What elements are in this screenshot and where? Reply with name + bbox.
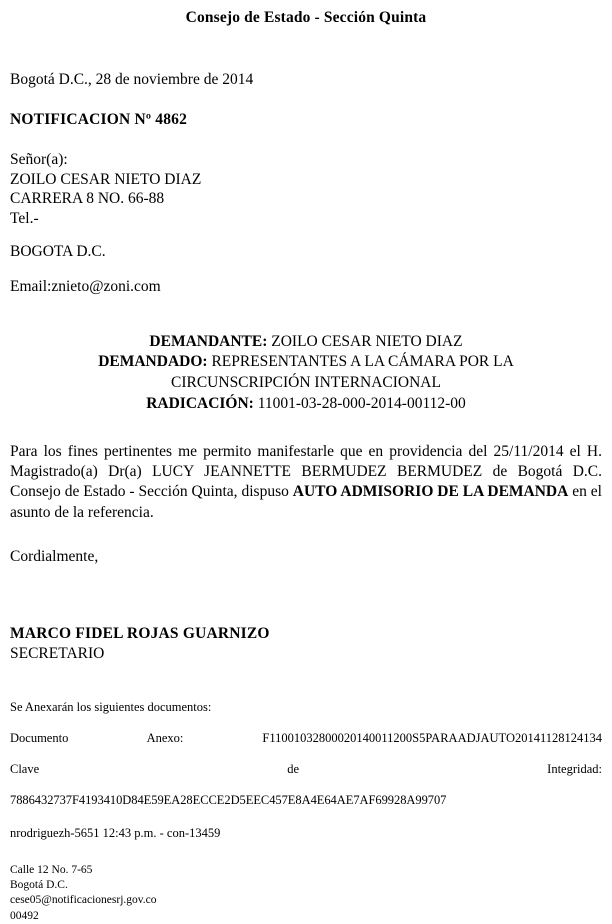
- annex-doc-code: F11001032800020140011200S5PARAADJAUTO20141128124134: [262, 730, 603, 745]
- closing-line: Cordialmente,: [10, 547, 99, 565]
- case-details-block: [10, 296, 602, 414]
- annex-doc-label-part1: Documento: [10, 730, 69, 745]
- integrity-hash: 7886432737F4193410D84E59EA28ECCE2D5EEC457E8A4E64AE7AF69928A99707: [10, 793, 447, 808]
- recipient-city: BOGOTA D.C.: [10, 242, 106, 260]
- integrity-label-part3: Integridad:: [547, 762, 603, 777]
- docket-label: RADICACIÓN:: [146, 394, 254, 412]
- defendant-value-continuation: CIRCUNSCRIPCIÓN INTERNACIONAL: [171, 373, 441, 391]
- docket-value: 11001-03-28-000-2014-00112-00: [257, 394, 466, 412]
- date-line: Bogotá D.C., 28 de noviembre de 2014: [10, 71, 254, 88]
- footer-city: Bogotá D.C.: [10, 879, 68, 892]
- integrity-label-part2: de: [287, 762, 300, 777]
- footer-block: [10, 841, 602, 924]
- integrity-label-row: [10, 762, 602, 793]
- defendant-label: DEMANDADO:: [98, 353, 208, 371]
- annex-document-row: [10, 715, 602, 762]
- salutation: Señor(a):: [10, 151, 68, 168]
- plaintiff-row: [10, 332, 602, 353]
- plaintiff-value: ZOILO CESAR NIETO DIAZ: [271, 332, 463, 350]
- processing-stamp: nrodriguezh-5651 12:43 p.m. - con-13459: [10, 826, 221, 841]
- footer-street: Calle 12 No. 7-65: [10, 864, 93, 877]
- addressee-block: [10, 129, 602, 229]
- body-text-first: Para los fines pertinentes me permito manifestarle que en providencia del 25/11/2014 el H. Magistrado(a) Dr(a) LUCY JEANNETTE BERMUDEZ BERMUDEZ de Bogotá D.C. Consejo de Estado - Sección Quinta, dispuso: [10, 443, 602, 501]
- signer-role: SECRETARIO: [10, 644, 105, 662]
- footer-code: 00492: [10, 909, 39, 922]
- body-text-last: en el asunto de la referencia.: [10, 483, 602, 521]
- recipient-address: CARRERA 8 NO. 66-88: [10, 190, 165, 208]
- defendant-value: REPRESENTANTES A LA CÁMARA POR LA: [211, 353, 514, 371]
- body-emphasis: AUTO ADMISORIO DE LA DEMANDA: [292, 483, 569, 501]
- recipient-name: ZOILO CESAR NIETO DIAZ: [10, 170, 202, 188]
- footer-email: cese05@notificacionesrj.gov.co: [10, 894, 157, 907]
- body-paragraph: [10, 414, 602, 523]
- defendant-row: [10, 352, 602, 373]
- recipient-email: Email:znieto@zoni.com: [10, 277, 161, 295]
- signer-name: MARCO FIDEL ROJAS GUARNIZO: [10, 624, 270, 642]
- annex-intro: Se Anexarán los siguientes documentos:: [10, 699, 212, 714]
- integrity-label-part1: Clave: [10, 762, 40, 777]
- signature-block: [10, 566, 602, 664]
- annex-doc-label-part2: Anexo:: [146, 730, 184, 745]
- docket-row: [10, 394, 602, 415]
- recipient-phone: Tel.-: [10, 210, 39, 228]
- plaintiff-label: DEMANDANTE:: [149, 332, 268, 350]
- notification-number: NOTIFICACION Nº 4862: [10, 111, 188, 128]
- document-title: Consejo de Estado - Sección Quinta: [185, 9, 427, 26]
